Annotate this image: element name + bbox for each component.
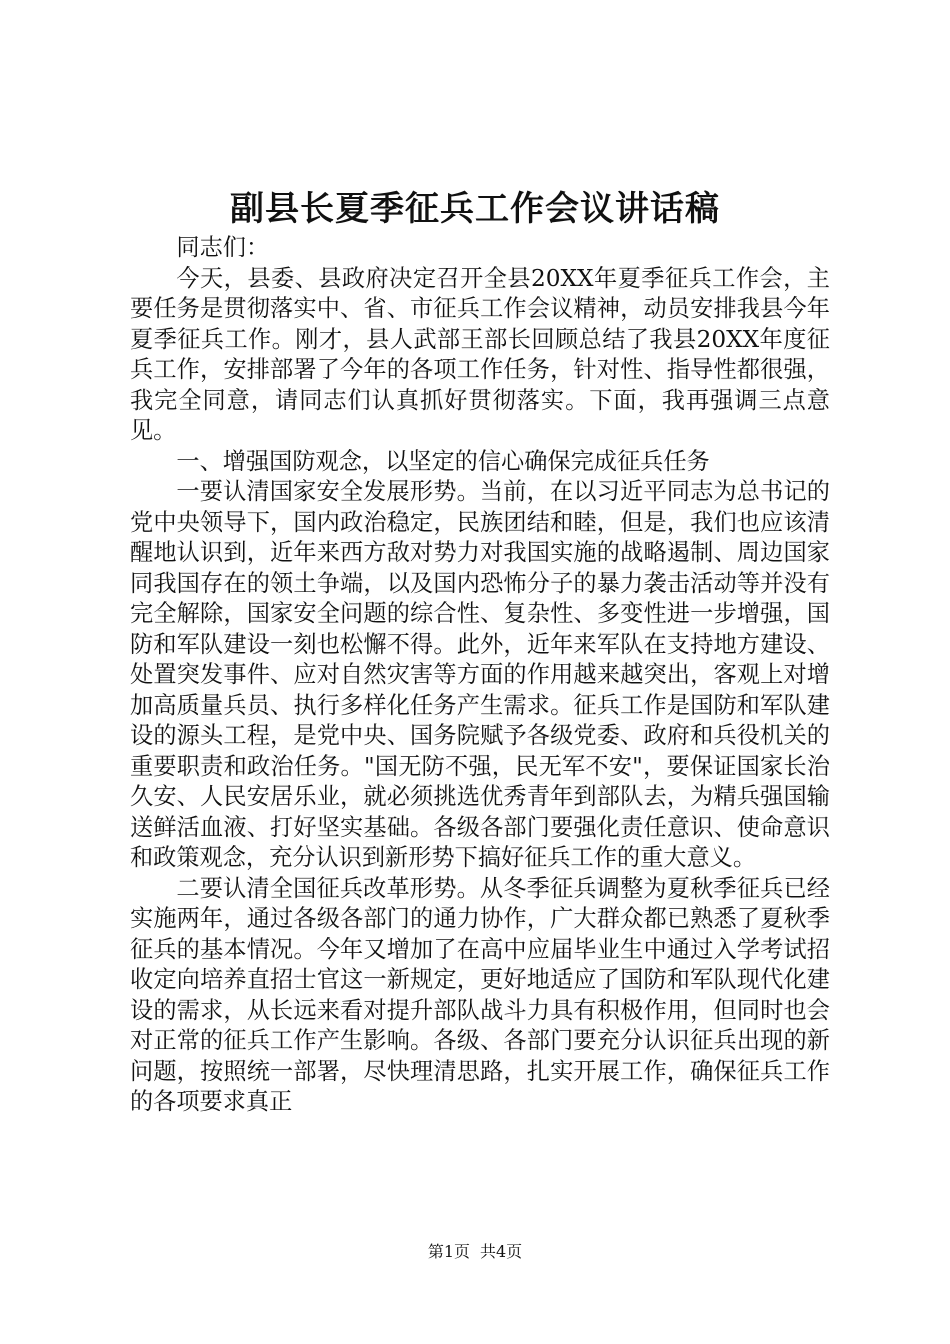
- section-heading-1: 一、增强国防观念，以坚定的信心确保完成征兵任务: [176, 447, 710, 475]
- page-total: 共4页: [480, 1242, 523, 1261]
- page-footer: [0, 1240, 950, 1264]
- salutation-paragraph: 同志们：: [176, 234, 270, 261]
- intro-paragraph: 今天，县委、县政府决定召开全县20XX年夏季征兵工作会，主要任务是贯彻落实中、省、市征兵工作会议精神，动员安排我县今年夏季征兵工作。刚才，县人武部王部长回顾总结了我县20XX年度征兵工作，安排部署了今年的各项工作任务，针对性、指导性都很强，我完全同意，请同志们认真抓好贯彻落实。下面，我再强调三点意见。: [130, 264, 830, 444]
- body-paragraph: 一要认清国家安全发展形势。当前，在以习近平同志为总书记的党中央领导下，国内政治稳定，民族团结和睦，但是，我们也应该清醒地认识到，近年来西方敌对势力对我国实施的战略遏制、周边国家同我国存在的领土争端，以及国内恐怖分子的暴力袭击活动等并没有完全解除，国家安全问题的综合性、复杂性、多变性进一步增强，国防和军队建设一刻也松懈不得。此外，近年来军队在支持地方建设、处置突发事件、应对自然灾害等方面的作用越来越突出，客观上对增加高质量兵员、执行多样化任务产生需求。征兵工作是国防和军队建设的源头工程，是党中央、国务院赋予各级党委、政府和兵役机关的重要职责和政治任务。"国无防不强，民无军不安"，要保证国家长治久安、人民安居乐业，就必须挑选优秀青年到部队去，为精兵强国输送鲜活血液、打好坚实基础。各级各部门要强化责任意识、使命意识和政策观念，充分认识到新形势下搞好征兵工作的重大意义。: [130, 478, 830, 871]
- body-paragraph: 二要认清全国征兵改革形势。从冬季征兵调整为夏秋季征兵已经实施两年，通过各级各部门的通力协作，广大群众都已熟悉了夏秋季征兵的基本情况。今年又增加了在高中应届毕业生中通过入学考试招收定向培养直招士官这一新规定，更好地适应了国防和军队现代化建设的需求，从长远来看对提升部队战斗力具有积极作用，但同时也会对正常的征兵工作产生影响。各级、各部门要充分认识征兵出现的新问题，按照统一部署，尽快理清思路，扎实开展工作，确保征兵工作的各项要求真正: [130, 874, 830, 1115]
- page-number: 第1页: [427, 1242, 470, 1261]
- document-body: [130, 233, 830, 1118]
- document-title: 副县长夏季征兵工作会议讲话稿: [230, 189, 720, 229]
